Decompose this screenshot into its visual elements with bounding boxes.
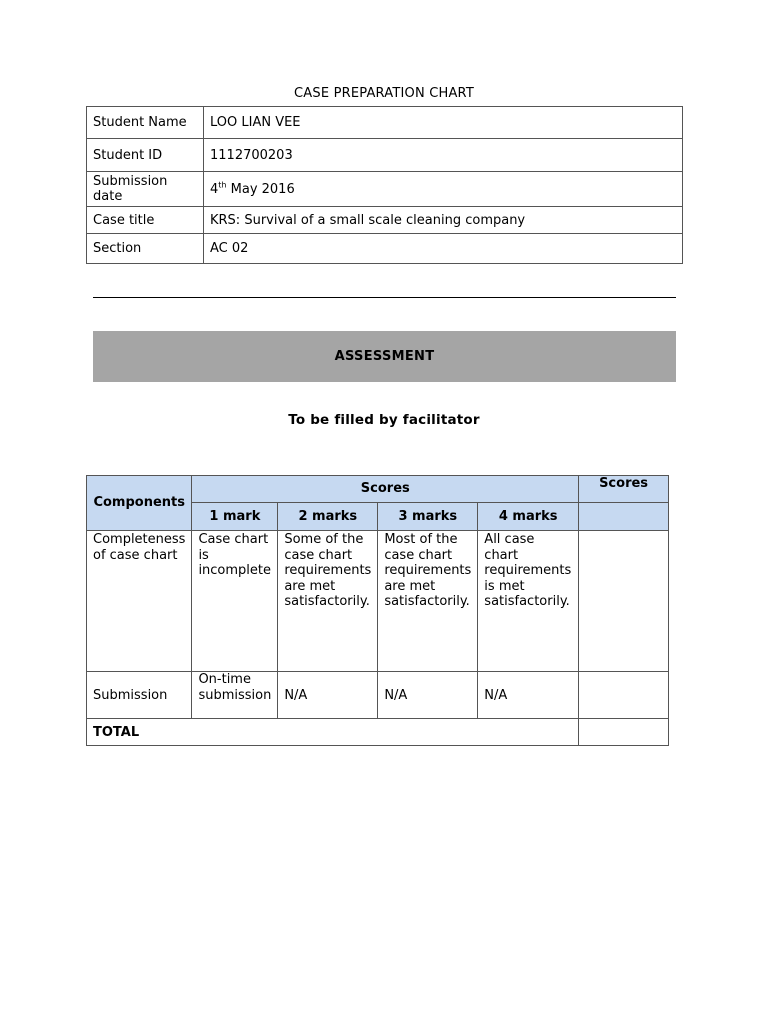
submission-date-day: 4 <box>210 181 219 197</box>
student-id-row <box>87 139 683 172</box>
student-id-value: 1112700203 <box>204 139 683 172</box>
student-id-label: Student ID <box>87 139 204 172</box>
submission-score-cell[interactable] <box>579 672 669 719</box>
completeness-score-cell[interactable] <box>579 531 669 672</box>
submission-date-suffix: th <box>218 180 227 190</box>
total-label: TOTAL <box>87 719 579 746</box>
section-row <box>87 234 683 264</box>
completeness-4-marks: All case chart requirements is met satisfactorily. <box>478 531 579 672</box>
student-name-value: LOO LIAN VEE <box>204 107 683 139</box>
mark-header-3: 3 marks <box>378 503 478 531</box>
facilitator-subtitle: To be filled by facilitator <box>288 412 480 428</box>
table-row <box>87 531 669 672</box>
completeness-1-mark: Case chart is incomplete <box>192 531 278 672</box>
submission-date-label: Submission date <box>87 172 204 207</box>
horizontal-divider <box>93 297 676 298</box>
scores-column-header: Scores <box>579 476 669 503</box>
submission-2-marks: N/A <box>278 672 378 719</box>
document-title: CASE PREPARATION CHART <box>294 86 474 101</box>
assessment-rubric-table <box>86 475 669 746</box>
scores-empty-header <box>579 503 669 531</box>
components-header: Components <box>87 476 192 531</box>
scores-group-header: Scores <box>192 476 579 503</box>
submission-4-marks: N/A <box>478 672 579 719</box>
case-title-label: Case title <box>87 207 204 234</box>
student-info-table <box>86 106 683 264</box>
submission-1-mark: On-time submission <box>192 672 278 719</box>
component-completeness: Completeness of case chart <box>87 531 192 672</box>
component-submission: Submission <box>87 672 192 719</box>
completeness-3-marks: Most of the case chart requirements are met satisfactorily. <box>378 531 478 672</box>
mark-header-2: 2 marks <box>278 503 378 531</box>
mark-header-4: 4 marks <box>478 503 579 531</box>
submission-date-rest: May 2016 <box>226 181 295 197</box>
case-title-value: KRS: Survival of a small scale cleaning company <box>204 207 683 234</box>
section-value: AC 02 <box>204 234 683 264</box>
case-title-row <box>87 207 683 234</box>
submission-date-row <box>87 172 683 207</box>
student-name-row <box>87 107 683 139</box>
completeness-2-marks: Some of the case chart requirements are met satisfactorily. <box>278 531 378 672</box>
submission-date-value <box>204 172 683 207</box>
student-name-label: Student Name <box>87 107 204 139</box>
table-row <box>87 672 669 719</box>
section-label: Section <box>87 234 204 264</box>
assessment-banner: ASSESSMENT <box>93 331 676 382</box>
submission-3-marks: N/A <box>378 672 478 719</box>
total-score-cell[interactable] <box>579 719 669 746</box>
mark-header-1: 1 mark <box>192 503 278 531</box>
total-row <box>87 719 669 746</box>
rubric-header-row <box>87 476 669 503</box>
